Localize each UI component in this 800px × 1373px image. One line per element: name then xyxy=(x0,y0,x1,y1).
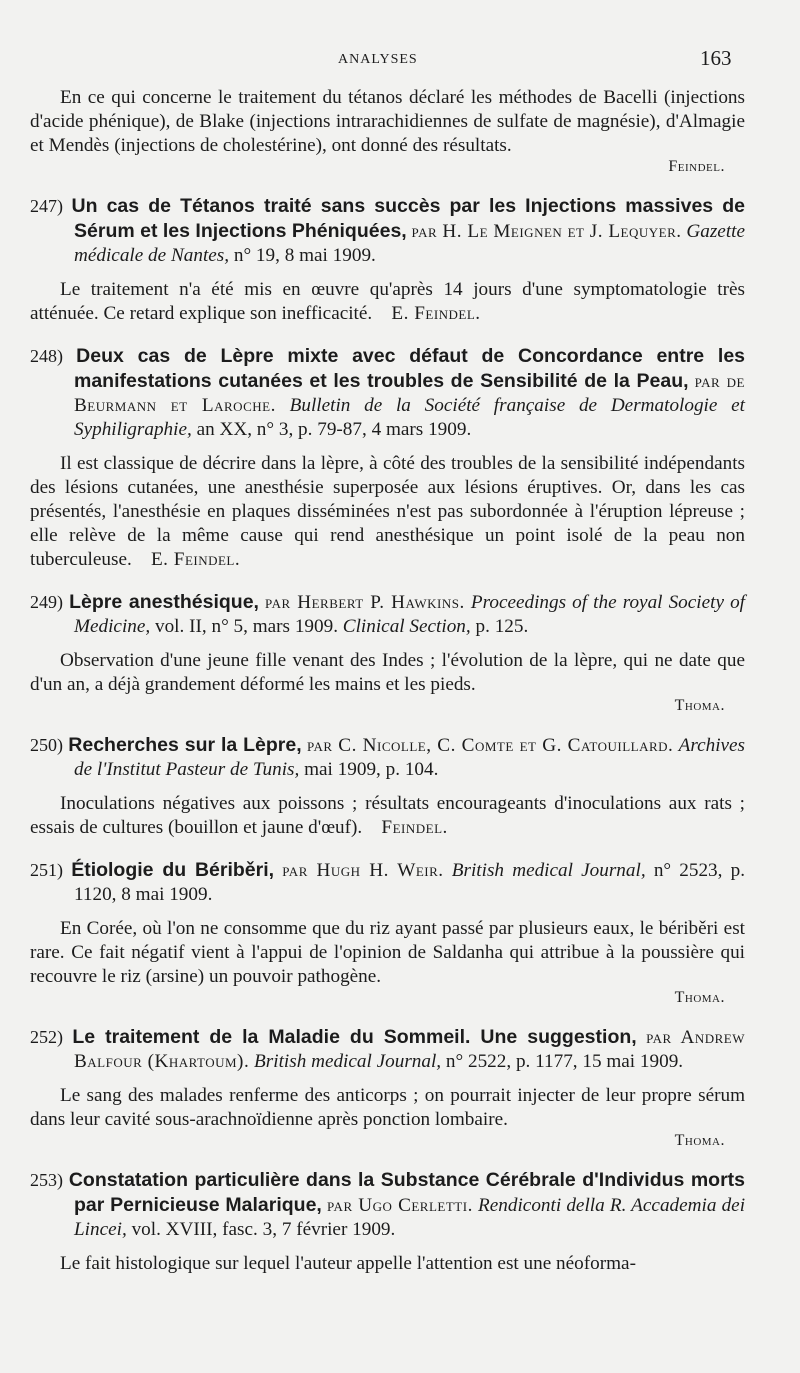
article-journal: Archives de l'Institut Pasteur de Tunis, xyxy=(74,735,746,780)
article-title: Constatation particulière dans la Substance Cérébrale d'Individus morts par Pernicieuse Malarique, xyxy=(68,1169,746,1216)
article-signature: Feindel. xyxy=(381,817,448,838)
article-authors: par Herbert P. Hawkins. xyxy=(265,592,465,613)
article-authors: par C. Nicolle, C. Comte et G. Catouillard. xyxy=(306,735,674,756)
intro-paragraph xyxy=(30,86,745,158)
article-journal: British medical Journal, xyxy=(254,1051,442,1072)
article-253 xyxy=(30,1168,745,1276)
article-journal: Proceedings of the royal Society of Medicine, xyxy=(74,592,745,637)
article-heading xyxy=(30,344,745,442)
article-journal: Gazette médicale de Nantes, xyxy=(74,221,746,266)
article-title: Étiologie du Bériběri, xyxy=(71,859,275,881)
article-authors: par Ugo Cerletti. xyxy=(327,1195,473,1216)
article-signature: E. Feindel. xyxy=(391,303,481,324)
article-citation: n° 2522, p. 1177, 15 mai 1909. xyxy=(445,1051,684,1072)
article-authors: par Andrew Balfour (Khartoum). xyxy=(74,1027,745,1072)
article-authors: par Hugh H. Weir. xyxy=(282,860,444,881)
article-citation-pages: p. 125. xyxy=(475,616,529,637)
article-body xyxy=(30,452,745,572)
article-journal: Bulletin de la Société française de Dermatologie et Syphiligraphie, xyxy=(74,395,745,440)
article-signature: Thoma. xyxy=(674,697,725,714)
article-signature: Thoma. xyxy=(674,989,725,1006)
article-body xyxy=(30,1084,745,1132)
intro-signature: Feindel. xyxy=(668,158,725,175)
article-title: Deux cas de Lèpre mixte avec défaut de Concordance entre les manifestations cutanées et les troubles de Sensibilité de la Peau, xyxy=(74,345,746,392)
page-header xyxy=(0,46,800,72)
article-journal: Rendiconti della R. Accademia dei Lincei, xyxy=(74,1195,746,1240)
article-number: 251) xyxy=(30,860,63,880)
article-body-text: Le traitement n'a été mis en œuvre qu'après 14 jours d'une symptomatologie très atténuée. Ce retard explique son inefficacité. xyxy=(30,279,745,324)
article-citation: n° 2523, p. 1120, 8 mai 1909. xyxy=(74,860,746,905)
running-title: ANALYSES xyxy=(338,52,418,67)
article-body xyxy=(30,1252,745,1276)
intro-text: En ce qui concerne le traitement du tétanos déclaré les méthodes de Bacelli (injections d'acide phénique), de Blake (injections intrarachidiennes de sulfate de magnésie), d'Almagie et Mendès (injections de cholestérine), ont donné des résultats. xyxy=(30,87,745,156)
article-body xyxy=(30,649,745,697)
article-title: Le traitement de la Maladie du Sommeil. Une suggestion, xyxy=(72,1026,637,1048)
article-heading xyxy=(30,733,745,782)
article-249 xyxy=(30,590,745,715)
article-signature: Thoma. xyxy=(674,1132,725,1149)
article-body xyxy=(30,278,745,326)
article-number: 248) xyxy=(30,346,63,366)
article-body-text: En Corée, où l'on ne consomme que du riz ayant passé par plusieurs eaux, le bériběri est rare. Ce fait négatif vient à l'appui de l'opinion de Saldanha qui attribue à la poussière qui recouvre le riz (arsine) un pouvoir pathogène. xyxy=(30,918,745,987)
article-authors: par H. Le Meignen et J. Lequyer. xyxy=(411,221,682,242)
article-247 xyxy=(30,194,745,326)
article-body-text: Observation d'une jeune fille venant des Indes ; l'évolution de la lèpre, qui ne date que d'un an, a déjà grandement déformé les mains et les pieds. xyxy=(30,650,745,695)
article-signature: E. Feindel. xyxy=(150,549,241,570)
page-number: 163 xyxy=(700,46,732,70)
article-251 xyxy=(30,858,745,1007)
article-citation: mai 1909, p. 104. xyxy=(304,759,439,780)
article-body xyxy=(30,792,745,840)
article-citation: an XX, n° 3, p. 79-87, 4 mars 1909. xyxy=(196,419,472,440)
article-number: 252) xyxy=(30,1027,63,1047)
article-number: 253) xyxy=(30,1170,63,1190)
article-citation: vol. XVIII, fasc. 3, 7 février 1909. xyxy=(131,1219,396,1240)
article-title: Recherches sur la Lèpre, xyxy=(68,734,302,756)
article-citation: vol. II, n° 5, mars 1909. xyxy=(154,616,338,637)
article-title: Un cas de Tétanos traité sans succès par les Injections massives de Sérum et les Injections Phéniquées, xyxy=(71,195,745,242)
article-number: 249) xyxy=(30,592,63,612)
article-body xyxy=(30,917,745,989)
article-heading xyxy=(30,1025,745,1074)
article-248 xyxy=(30,344,745,572)
article-body-text: Le fait histologique sur lequel l'auteur appelle l'attention est une néoforma- xyxy=(60,1253,636,1274)
article-body-text: Inoculations négatives aux poissons ; résultats encourageants d'inoculations aux rats ; essais de cultures (bouillon et jaune d'œuf). xyxy=(30,793,745,838)
article-title: Lèpre anesthésique, xyxy=(69,591,259,613)
article-body-text: Il est classique de décrire dans la lèpre, à côté des troubles de la sensibilité indépendants des lésions cutanées, une anesthésie superposée aux lésions éruptives. Or, dans les cas présentés, l'anesthésie en plaques disséminées n'est pas subordonnée à l'éruption lépreuse ; elle relève de la même cause qui rend anesthésique un point isolé de la peau non tuberculeuse. xyxy=(30,453,745,570)
article-252 xyxy=(30,1025,745,1150)
page-content xyxy=(30,86,745,1276)
article-heading xyxy=(30,858,745,907)
article-heading xyxy=(30,194,745,268)
article-body-text: Le sang des malades renferme des anticorps ; on pourrait injecter de leur propre sérum dans leur cavité sous-arachnoïdienne après ponction lombaire. xyxy=(30,1085,745,1130)
article-authors: par de Beurmann et Laroche. xyxy=(74,371,745,416)
article-citation: n° 19, 8 mai 1909. xyxy=(233,245,376,266)
article-250 xyxy=(30,733,745,840)
article-journal: British medical Journal, xyxy=(451,860,646,881)
article-number: 247) xyxy=(30,196,63,216)
article-heading xyxy=(30,590,745,639)
article-number: 250) xyxy=(30,735,63,755)
article-heading xyxy=(30,1168,745,1242)
article-section: Clinical Section, xyxy=(342,616,471,637)
